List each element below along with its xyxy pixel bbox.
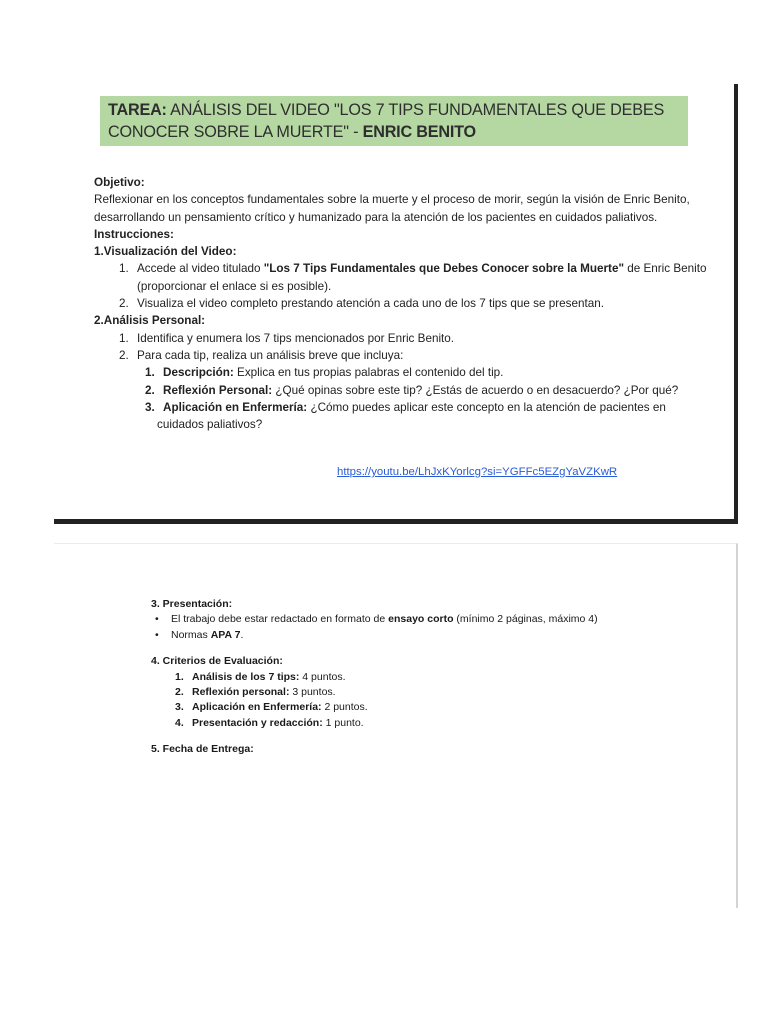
title-author: ENRIC BENITO bbox=[362, 123, 476, 141]
section-2-heading: 2.Análisis Personal: bbox=[94, 314, 206, 328]
sub-list-item: 1. Descripción: Explica en tus propias palabras el contenido del tip. bbox=[145, 366, 504, 380]
objetivo-line-1: Reflexionar en los conceptos fundamentales sobre la muerte y el proceso de morir, según la visión de Enric Benito, bbox=[94, 193, 690, 207]
fecha-heading: 5. Fecha de Entrega: bbox=[151, 743, 254, 756]
title-text: ANÁLISIS DEL VIDEO "LOS 7 TIPS FUNDAMENTALES QUE DEBES CONOCER SOBRE LA MUERTE" - bbox=[108, 101, 665, 141]
presentacion-heading: 3. Presentación: bbox=[151, 598, 233, 610]
objetivo-heading: Objetivo: bbox=[94, 176, 145, 189]
sub-list-item: 2. Reflexión Personal: ¿Qué opinas sobre este tip? ¿Estás de acuerdo o en desacuerdo? ¿Por qué? bbox=[145, 383, 679, 397]
instrucciones-heading: Instrucciones: bbox=[94, 227, 174, 241]
objetivo-line-2: desarrollando un pensamiento crítico y humanizado para la atención de los pacientes en cuidados paliativos. bbox=[94, 210, 658, 224]
title-prefix: TAREA: bbox=[108, 101, 167, 119]
document-page-1 bbox=[54, 84, 738, 524]
list-item-continuation: (proporcionar el enlace si es posible). bbox=[137, 279, 332, 293]
instructions-body bbox=[94, 174, 720, 433]
list-item: 2. Para cada tip, realiza un análisis breve que incluya: bbox=[119, 348, 404, 362]
evaluation-body bbox=[151, 597, 721, 758]
criterion-item: 3. Aplicación en Enfermería: 2 puntos. bbox=[175, 701, 368, 714]
task-title bbox=[100, 96, 688, 146]
bullet-item: • Normas APA 7. bbox=[151, 628, 721, 643]
bullet-item: • El trabajo debe estar redactado en formato de ensayo corto (mínimo 2 páginas, máximo 4) bbox=[151, 612, 721, 627]
section-1-heading: 1.Visualización del Video: bbox=[94, 245, 237, 259]
criterion-item: 4. Presentación y redacción: 1 punto. bbox=[175, 716, 364, 729]
list-item: 2. Visualiza el video completo prestando atención a cada uno de los 7 tips que se presentan. bbox=[119, 297, 604, 311]
document-page-2 bbox=[54, 543, 738, 908]
list-item: 1. Identifica y enumera los 7 tips mencionados por Enric Benito. bbox=[119, 331, 455, 345]
criterios-heading: 4. Criterios de Evaluación: bbox=[151, 655, 283, 668]
sub-list-item-continuation: cuidados paliativos? bbox=[157, 418, 263, 432]
criterion-item: 2. Reflexión personal: 3 puntos. bbox=[175, 686, 336, 699]
list-item: 1. Accede al video titulado "Los 7 Tips Fundamentales que Debes Conocer sobre la Muerte" de Enric Benito bbox=[119, 262, 707, 276]
video-link[interactable]: https://youtu.be/LhJxKYorlcg?si=YGFFc5EZgYaVZKwR bbox=[337, 466, 618, 478]
bullet-icon: • bbox=[155, 613, 159, 626]
bullet-icon: • bbox=[155, 628, 159, 641]
criterion-item: 1. Análisis de los 7 tips: 4 puntos. bbox=[175, 670, 346, 683]
sub-list-item: 3. Aplicación en Enfermería: ¿Cómo puedes aplicar este concepto en la atención de pacientes en bbox=[145, 400, 666, 414]
